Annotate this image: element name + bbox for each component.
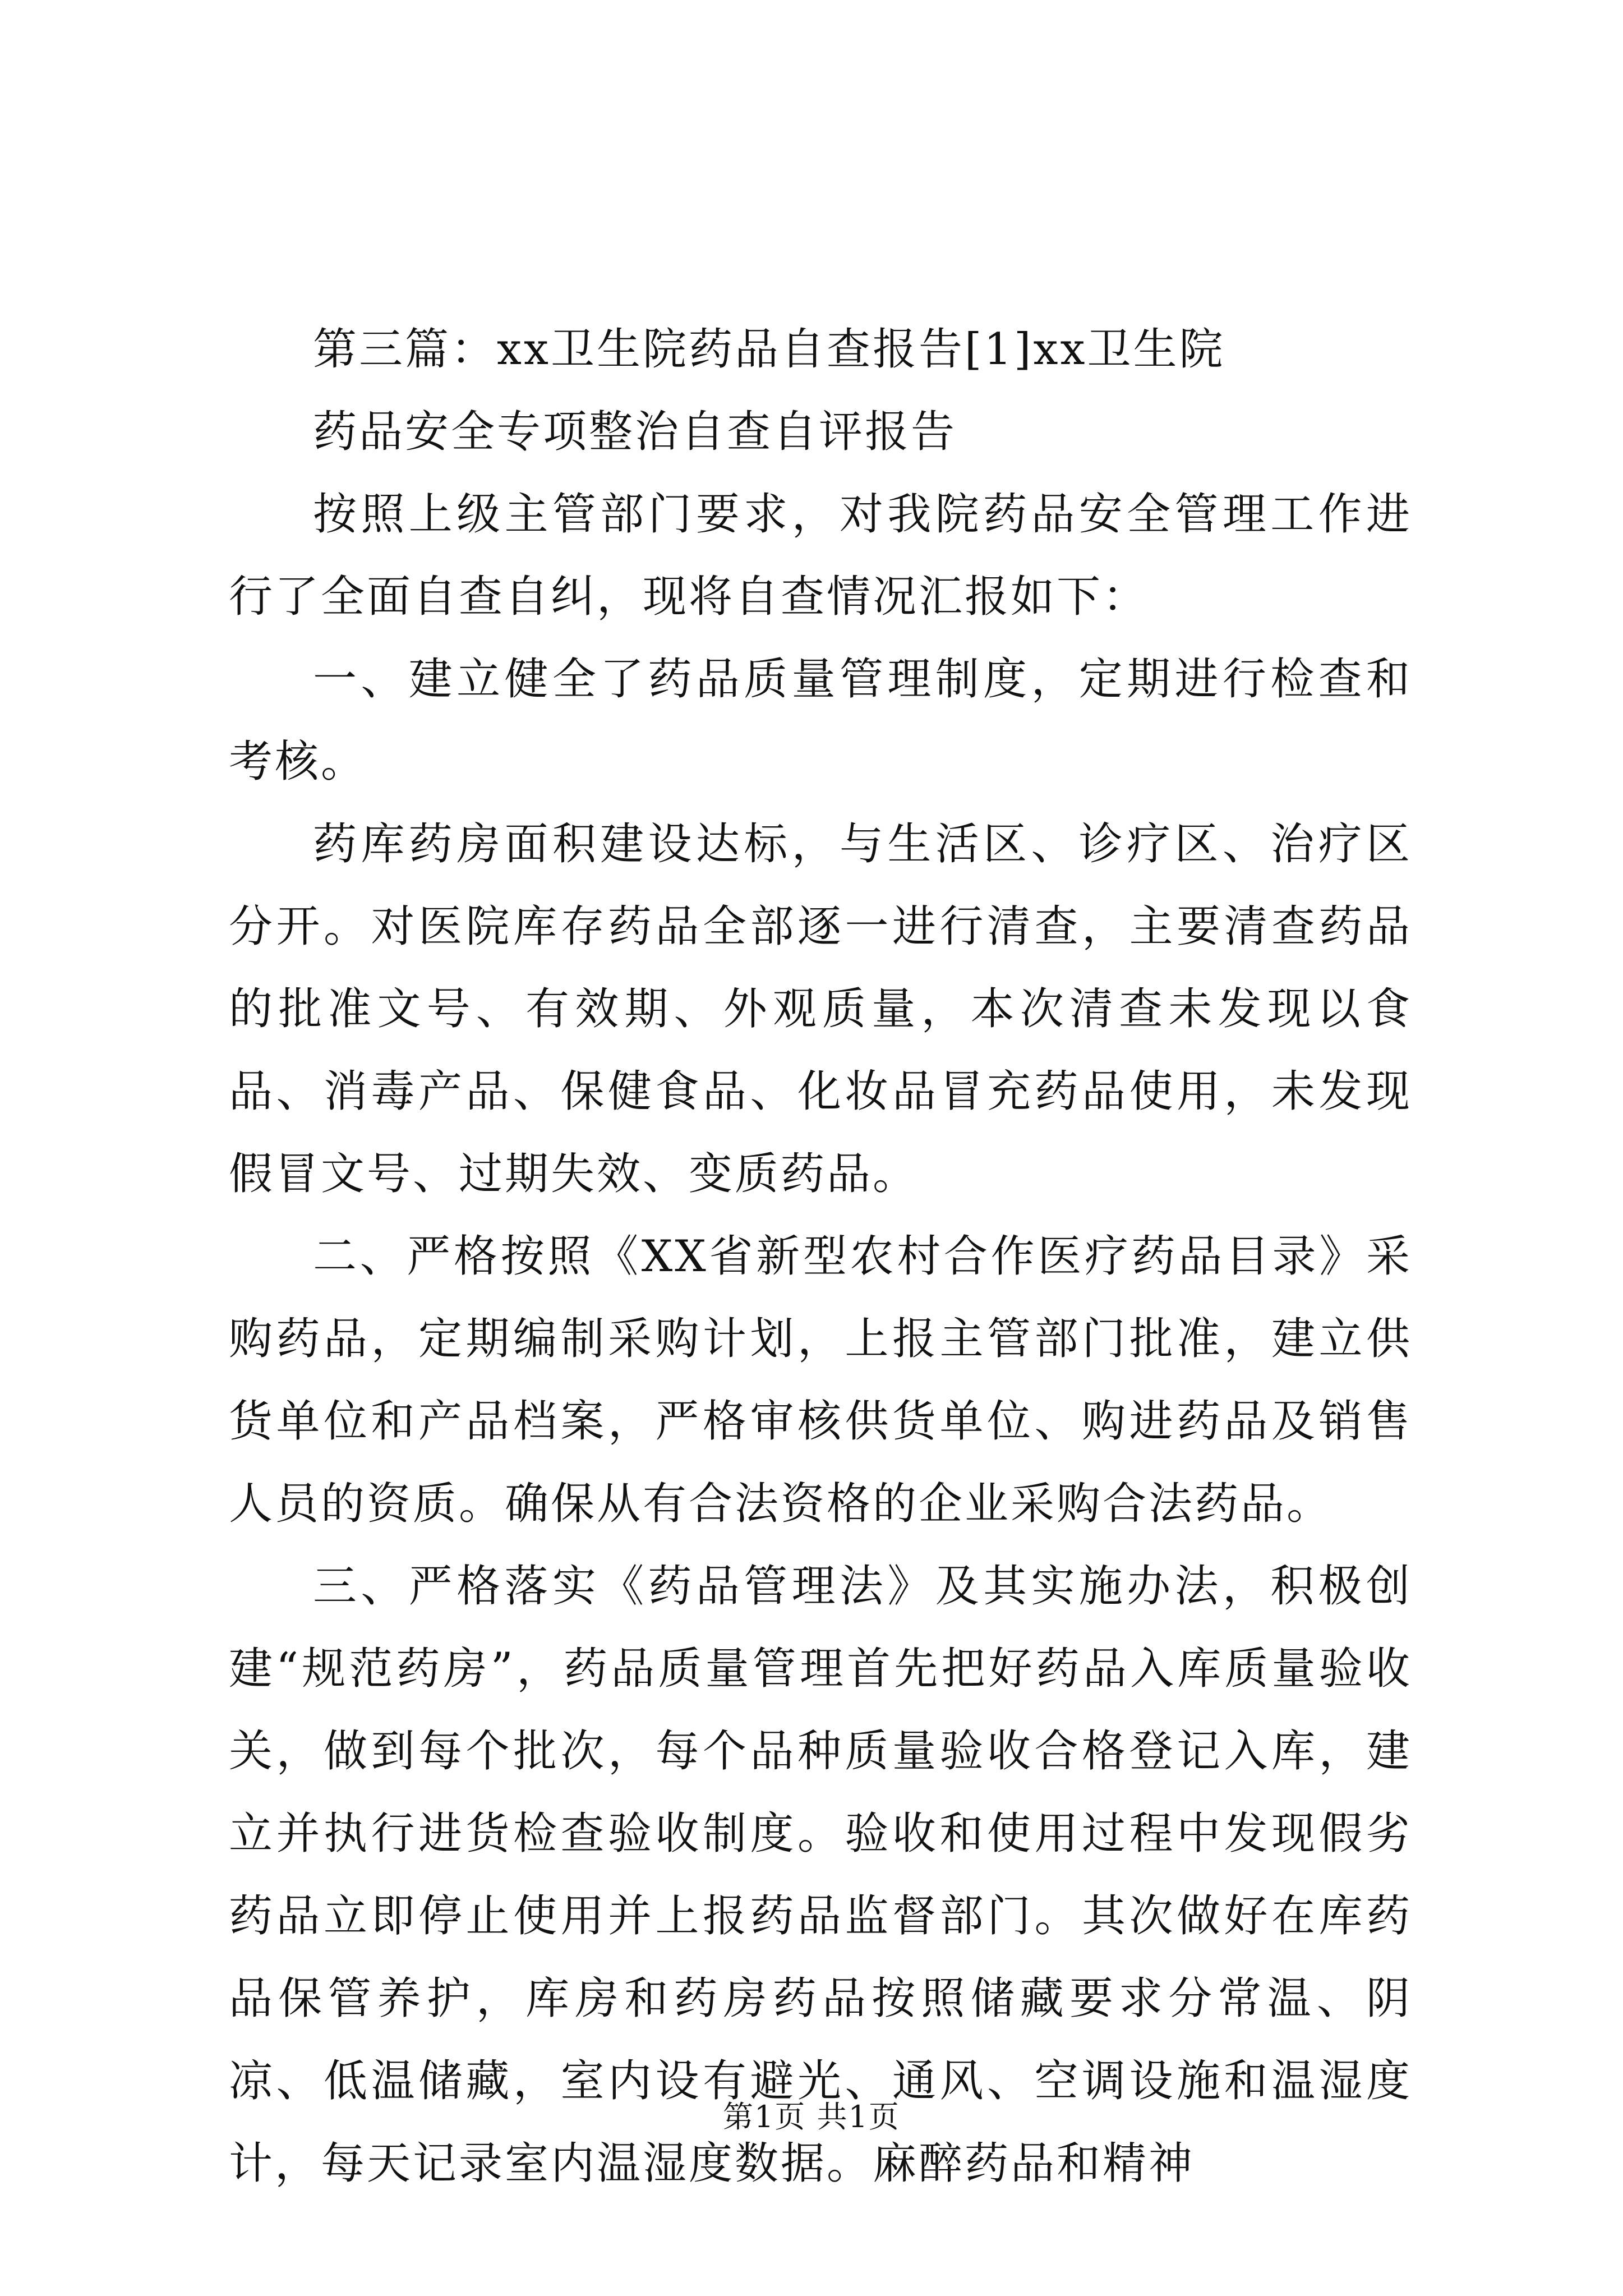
document-body (229, 0, 1412, 2205)
page-footer: 第1页 共1页 (723, 2099, 900, 2134)
heading-line-1: 第三篇：xx卫生院药品自查报告[1]xx卫生院 (313, 324, 1225, 375)
paragraph-section-1: 一、建立健全了药品质量管理制度，定期进行检查和考核。 (229, 654, 1412, 787)
paragraph-intro: 按照上级主管部门要求，对我院药品安全管理工作进行了全面自查自纠，现将自查情况汇报如下： (229, 489, 1412, 622)
heading-line-2: 药品安全专项整治自查自评报告 (313, 407, 957, 457)
paragraph-section-2: 二、严格按照《XX省新型农村合作医疗药品目录》采购药品，定期编制采购计划，上报主管部门批准，建立供货单位和产品档案，严格审核供货单位、购进药品及销售人员的资质。确保从有合法资格的企业采购合法药品。 (229, 1231, 1412, 1529)
paragraph-section-3: 三、严格落实《药品管理法》及其实施办法，积极创建“规范药房”，药品质量管理首先把好药品入库质量验收关，做到每个批次，每个品种质量验收合格登记入库，建立并执行进货检查验收制度。验收和使用过程中发现假劣药品立即停止使用并上报药品监督部门。其次做好在库药品保管养护，库房和药房药品按照储藏要求分常温、阴凉、低温储藏，室内设有避光、通风、空调设施和温湿度计，每天记录室内温湿度数据。麻醉药品和精神 (229, 1561, 1412, 2189)
paragraph-storage-check: 药库药房面积建设达标，与生活区、诊疗区、治疗区分开。对医院库存药品全部逐一进行清查，主要清查药品的批准文号、有效期、外观质量，本次清查未发现以食品、消毒产品、保健食品、化妆品冒充药品使用，未发现假冒文号、过期失效、变质药品。 (229, 819, 1412, 1199)
